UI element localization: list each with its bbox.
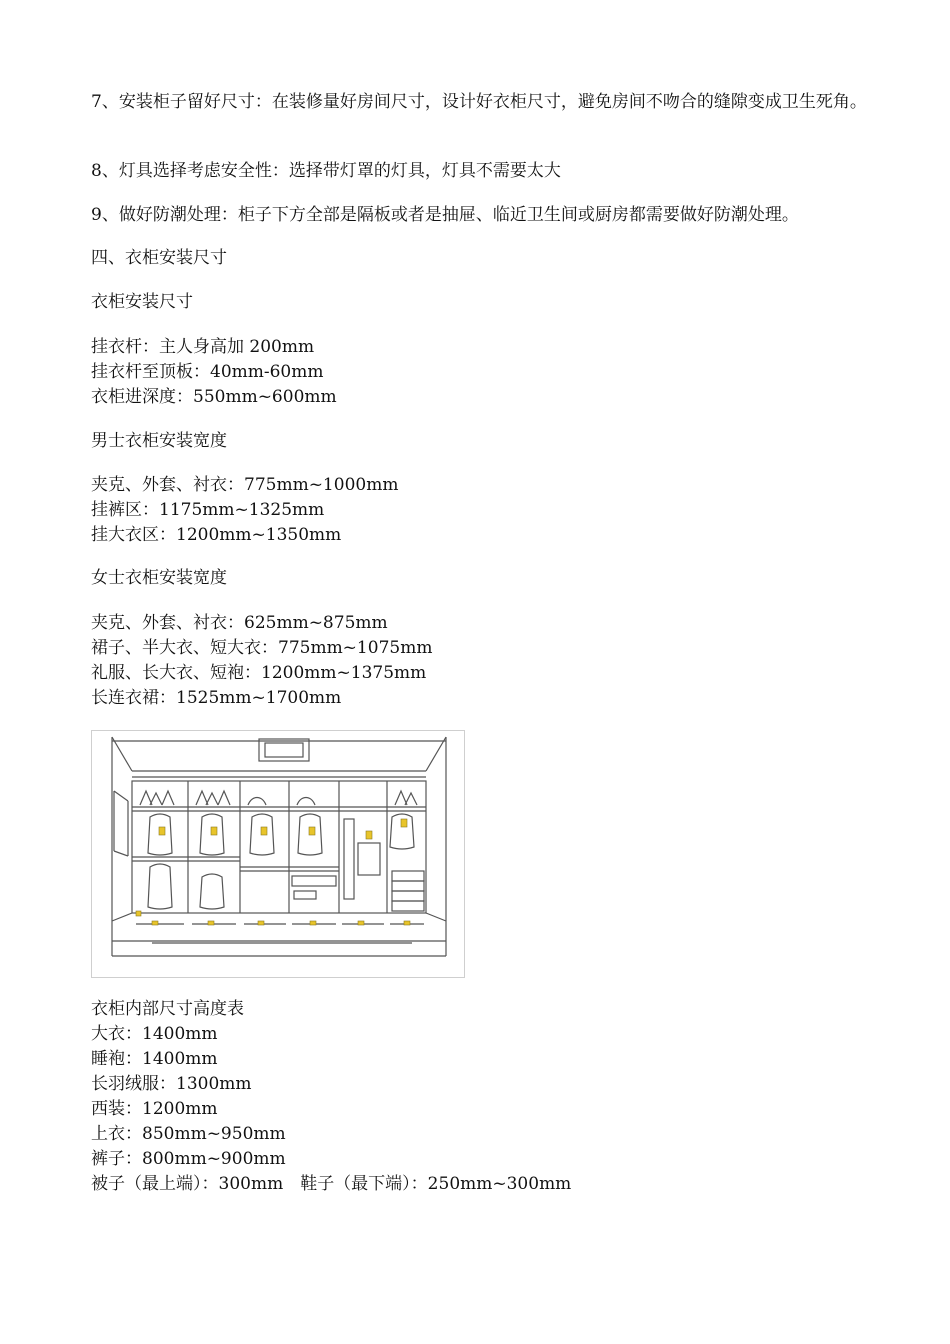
men-line: 夹克、外套、衬衣：775mm~1000mm [91,475,399,495]
women-line: 裙子、半大衣、短大衣：775mm~1075mm [91,638,433,658]
men-heading: 男士衣柜安装宽度 [91,431,227,451]
wardrobe-illustration [91,730,465,978]
paragraph-8: 8、灯具选择考虑安全性：选择带灯罩的灯具，灯具不需要太大 [91,161,561,181]
install-line: 挂衣杆至顶板：40mm-60mm [91,362,324,382]
heights-line: 大衣：1400mm [91,1024,218,1044]
wardrobe-drawing [92,731,464,977]
women-line: 礼服、长大衣、短袍：1200mm~1375mm [91,663,427,683]
install-line: 衣柜进深度：550mm~600mm [91,387,337,407]
heights-line: 裤子：800mm~900mm [91,1149,286,1169]
paragraph-7: 7、安装柜子留好尺寸：在装修量好房间尺寸，设计好衣柜尺寸，避免房间不吻合的缝隙变成卫生死角。 [91,92,867,112]
install-line: 挂衣杆：主人身高加 200mm [91,337,315,357]
men-line: 挂裤区：1175mm~1325mm [91,500,325,520]
heights-line: 长羽绒服：1300mm [91,1074,252,1094]
women-line: 夹克、外套、衬衣：625mm~875mm [91,613,388,633]
heights-line: 睡袍：1400mm [91,1049,218,1069]
paragraph-9: 9、做好防潮处理：柜子下方全部是隔板或者是抽屉、临近卫生间或厨房都需要做好防潮处理。 [91,205,799,225]
section-heading: 四、衣柜安装尺寸 [91,248,227,268]
heights-line: 被子（最上端）：300mm 鞋子（最下端）：250mm~300mm [91,1174,572,1194]
install-heading: 衣柜安装尺寸 [91,292,193,312]
heights-line: 上衣：850mm~950mm [91,1124,286,1144]
men-line: 挂大衣区：1200mm~1350mm [91,525,342,545]
women-heading: 女士衣柜安装宽度 [91,568,227,588]
women-line: 长连衣裙：1525mm~1700mm [91,688,342,708]
heights-heading: 衣柜内部尺寸高度表 [91,999,244,1019]
heights-line: 西装：1200mm [91,1099,218,1119]
